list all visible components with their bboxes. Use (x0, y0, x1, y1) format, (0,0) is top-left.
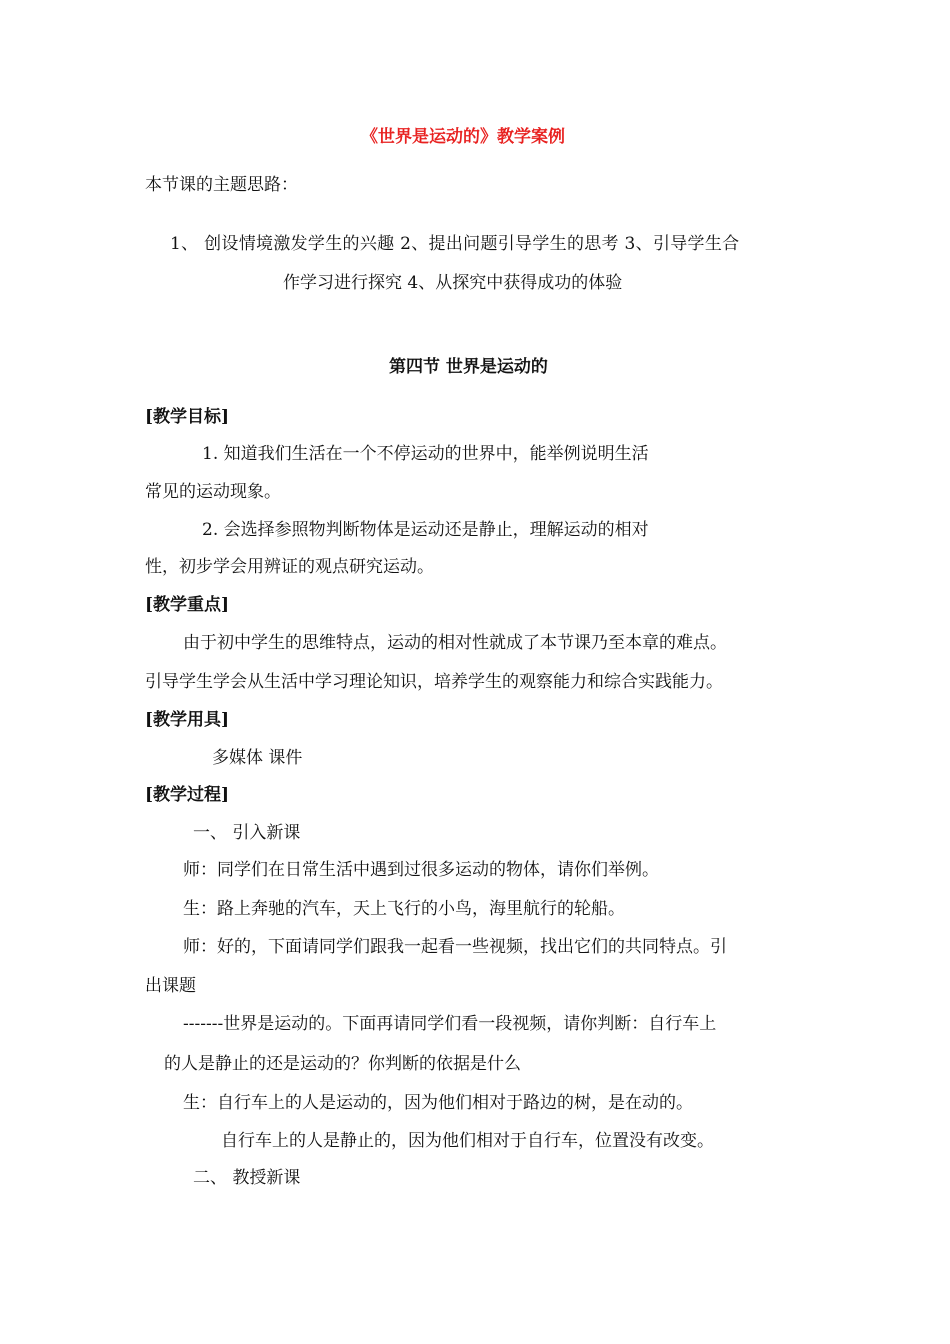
tools-heading: [教学用具] (145, 710, 230, 730)
dialogue-line-4: -------世界是运动的。下面再请同学们看一段视频，请你判断：自行车上 (183, 1014, 717, 1034)
dialogue-line-3-cont: 出课题 (145, 976, 196, 996)
process-part-2: 二、 教授新课 (193, 1168, 301, 1188)
dialogue-line-5: 生：自行车上的人是运动的，因为他们相对于路边的树，是在动的。 (183, 1093, 693, 1113)
goal-item-2-cont: 性，初步学会用辨证的观点研究运动。 (145, 557, 434, 577)
dialogue-line-4-cont: 的人是静止的还是运动的？你判断的依据是什么 (164, 1054, 521, 1074)
focus-heading: [教学重点] (145, 595, 230, 615)
goals-heading: [教学目标] (145, 407, 230, 427)
goal-item-1: 1. 知道我们生活在一个不停运动的世界中，能举例说明生活 (202, 444, 649, 464)
theme-line-1: 1、 创设情境激发学生的兴趣 2、提出问题引导学生的思考 3、引导学生合 (170, 234, 740, 254)
theme-heading: 本节课的主题思路： (145, 175, 298, 195)
process-heading: [教学过程] (145, 785, 230, 805)
dialogue-line-3: 师：好的，下面请同学们跟我一起看一些视频，找出它们的共同特点。引 (183, 937, 727, 957)
process-part-1: 一、 引入新课 (193, 823, 301, 843)
dialogue-line-6: 自行车上的人是静止的，因为他们相对于自行车，位置没有改变。 (221, 1131, 714, 1151)
goal-item-2: 2. 会选择参照物判断物体是运动还是静止，理解运动的相对 (202, 520, 649, 540)
dialogue-line-2: 生：路上奔驰的汽车，天上飞行的小鸟，海里航行的轮船。 (183, 899, 625, 919)
theme-line-2: 作学习进行探究 4、从探究中获得成功的体验 (283, 273, 623, 293)
dialogue-line-1: 师：同学们在日常生活中遇到过很多运动的物体，请你们举例。 (183, 860, 659, 880)
focus-line-2: 引导学生学会从生活中学习理论知识，培养学生的观察能力和综合实践能力。 (145, 672, 723, 692)
document-title: 《世界是运动的》教学案例 (361, 127, 565, 147)
section-title: 第四节 世界是运动的 (389, 357, 548, 377)
tools-text: 多媒体 课件 (212, 748, 303, 768)
focus-line-1: 由于初中学生的思维特点，运动的相对性就成了本节课乃至本章的难点。 (183, 633, 727, 653)
goal-item-1-cont: 常见的运动现象。 (145, 482, 281, 502)
